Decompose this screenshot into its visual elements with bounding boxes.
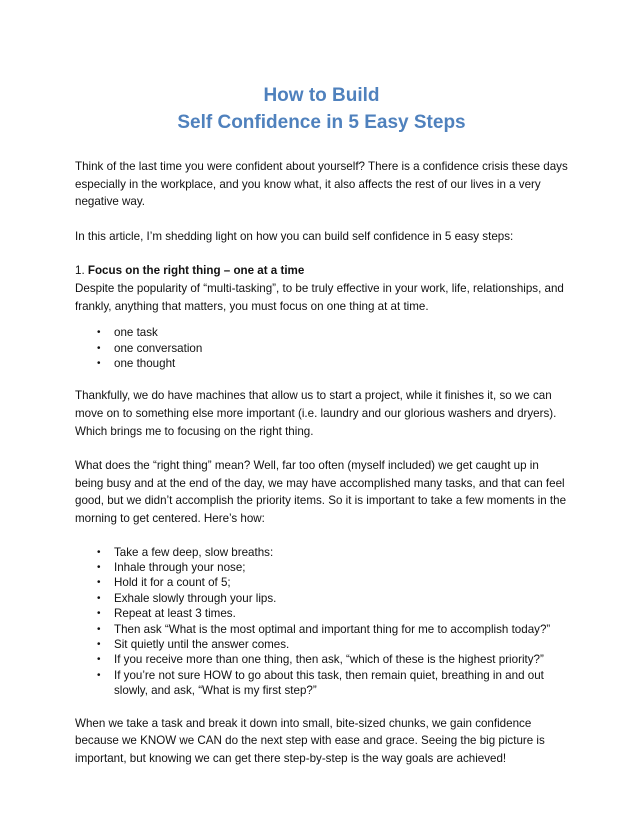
list-item: • one conversation (97, 341, 203, 355)
list-item: • one task (97, 326, 158, 340)
intro-paragraph-2: In this article, I’m shedding light on how you can build self confidence in 5 easy steps: (75, 229, 514, 243)
list-item: • Then ask “What is the most optimal and important thing for me to accomplish today?” (97, 622, 551, 636)
list-item: • Repeat at least 3 times. (97, 607, 236, 621)
paragraph-right-thing: What does the “right thing” mean? Well, far too often (myself included) we get caught up in being busy and at the end of the day, we may have accomplished many tasks, and that can feel good, but we didn’t accomplish the priority items. So it is important to take a few moments in the morning to get centered. Here’s how: (75, 459, 567, 525)
list-item: • Take a few deep, slow breaths: (97, 545, 274, 559)
bullet-icon: • (97, 342, 101, 354)
list-item: • If you’re not sure HOW to go about this task, then remain quiet, breathing in and out slowly, and ask, “What is my first step?” (97, 668, 544, 698)
title-line-2: Self Confidence in 5 Easy Steps (177, 112, 466, 133)
howto-list (75, 545, 568, 699)
step-1-number: 1. (75, 264, 88, 278)
bullet-icon: • (97, 669, 101, 681)
bullet-icon: • (97, 327, 101, 339)
step-1-heading (75, 262, 568, 280)
bullet-icon: • (97, 608, 101, 620)
bullet-icon: • (97, 546, 101, 558)
page-title (75, 82, 568, 136)
intro-paragraph-1: Think of the last time you were confident about yourself? There is a confidence crisis these days especially in the workplace, and you know what, it also affects the rest of our lives in a very negative way. (75, 160, 568, 209)
list-item: • Sit quietly until the answer comes. (97, 637, 290, 651)
bullet-icon: • (97, 357, 101, 369)
bullet-icon: • (97, 623, 101, 635)
paragraph-machines: Thankfully, we do have machines that allow us to start a project, while it finishes it, so we can move on to something else more important (i.e. laundry and our glorious washers and dryers). Which brings me to focusing on the right thing. (75, 389, 557, 438)
bullet-icon: • (97, 577, 101, 589)
focus-list (75, 325, 568, 371)
bullet-icon: • (97, 638, 101, 650)
bullet-icon: • (97, 561, 101, 573)
list-item: • If you receive more than one thing, then ask, “which of these is the highest priority?” (97, 653, 544, 667)
bullet-icon: • (97, 654, 101, 666)
list-item: • Exhale slowly through your lips. (97, 591, 277, 605)
title-line-1: How to Build (263, 85, 380, 106)
list-item: • Inhale through your nose; (97, 560, 246, 574)
bullet-icon: • (97, 592, 101, 604)
paragraph-conclusion: When we take a task and break it down into small, bite-sized chunks, we gain confidence because we KNOW we CAN do the next step with ease and grace. Seeing the big picture is important, but knowing we can get there step-by-step is the way goals are achieved! (75, 716, 545, 765)
list-item: • one thought (97, 356, 176, 370)
step-1-body: Despite the popularity of “multi-tasking”, to be truly effective in your work, life, relationships, and frankly, anything that matters, you must focus on one thing at at time. (75, 281, 564, 313)
list-item: • Hold it for a count of 5; (97, 576, 231, 590)
step-1-heading-text: Focus on the right thing – one at a time (87, 264, 305, 278)
